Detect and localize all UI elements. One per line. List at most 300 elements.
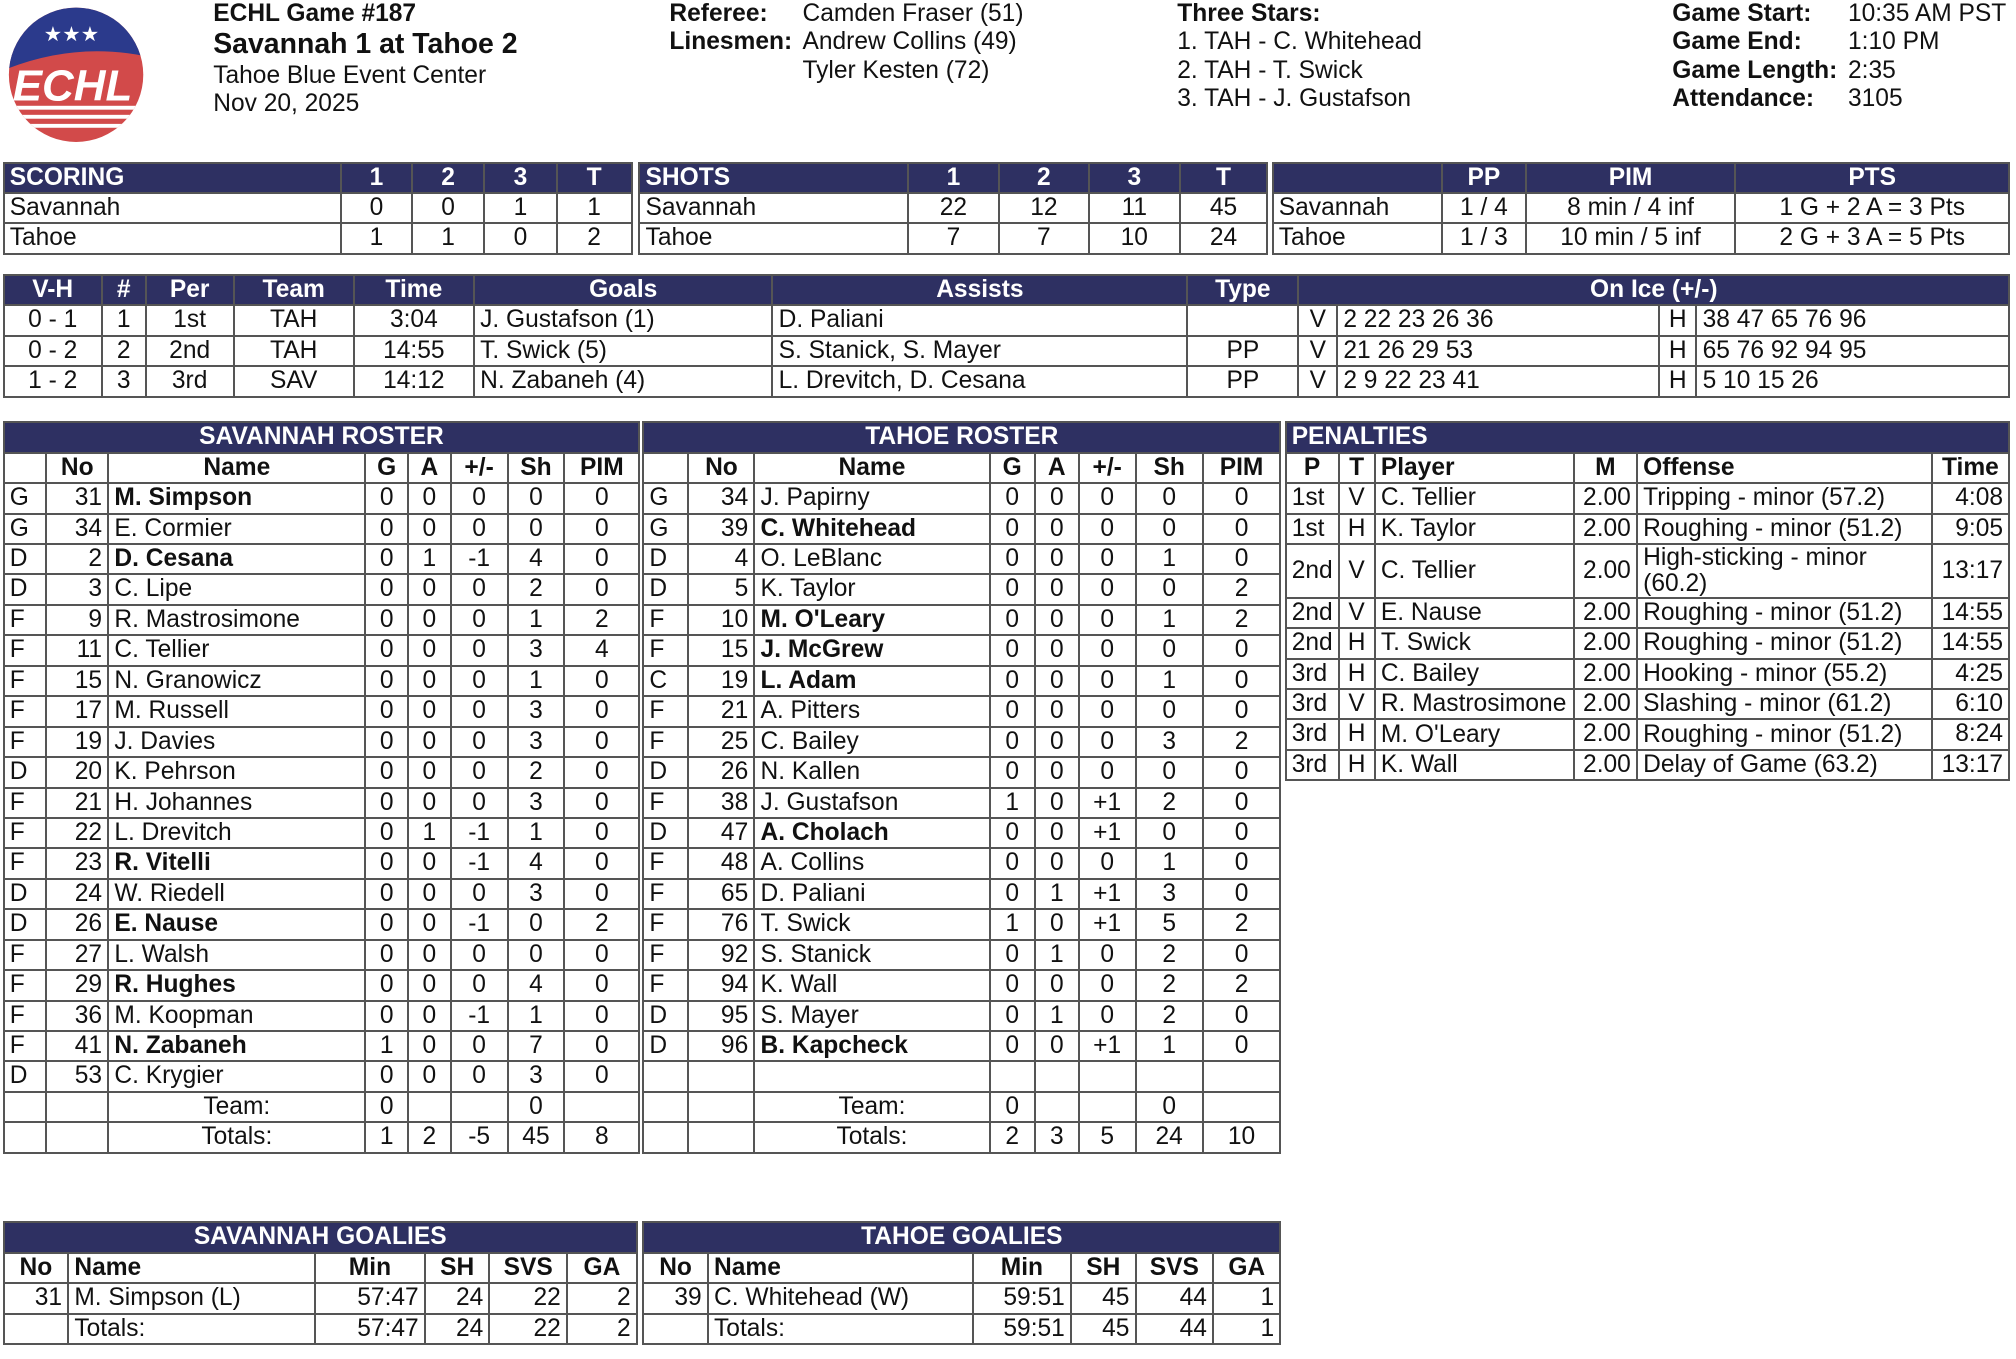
tahoe-goalies-table [642,1221,1281,1345]
cell: High-sticking - minor (60.2) [1637,544,1932,598]
cell: 44 [1136,1283,1214,1313]
column-header: Name [754,453,989,483]
cell: 1 / 3 [1442,223,1526,253]
cell: 4 [508,544,565,574]
cell: 2.00 [1574,514,1637,544]
home-on-ice: 5 10 15 26 [1696,366,2009,396]
game-info-value: 1:10 PM [1847,28,1940,56]
cell: 1 [1213,1314,1280,1344]
star-1: 1. TAH - C. Whitehead [1177,28,1422,56]
score: 1 - 2 [4,366,102,396]
cell: 27 [46,940,108,970]
cell: 2.00 [1574,659,1637,689]
goal-number: 3 [102,366,146,396]
cell: Totals: [754,1122,989,1152]
cell: 0 [564,1001,639,1031]
cell: 2 [508,757,565,787]
cell: L. Walsh [108,940,365,970]
game-info-row [1672,57,2006,85]
cell: 0 [1035,514,1079,544]
cell: 17 [46,696,108,726]
table-row [639,223,1267,253]
cell: Roughing - minor (51.2) [1637,514,1932,544]
matchup: Savannah 1 at Tahoe 2 [213,28,518,61]
visitor-label: V [1298,336,1337,366]
cell: F [643,696,688,726]
cell: 0 [990,544,1035,574]
cell: 0 [365,909,408,939]
cell: 45 [1180,193,1268,223]
scoring-table [3,162,633,255]
cell: 0 [990,696,1035,726]
table-row [4,757,640,787]
cell: 3 [508,635,565,665]
cell: 1 [508,1001,565,1031]
cell: 0 [1035,757,1079,787]
cell: C. Whitehead [754,514,989,544]
cell: 3 [1136,727,1203,757]
cell: Delay of Game (63.2) [1637,750,1932,780]
column-header: PTS [1735,163,2009,193]
goals-table [3,274,2011,398]
cell: 0 [990,605,1035,635]
column-header: Sh [508,453,565,483]
cell: F [4,727,47,757]
cell: 0 [1136,514,1203,544]
cell: 1 [1035,1001,1079,1031]
cell: 94 [688,970,754,1000]
cell: 34 [46,514,108,544]
goal-number: 1 [102,305,146,335]
table-row [643,940,1280,970]
home-label: H [1659,305,1696,335]
cell: 5 [688,574,754,604]
cell: 0 [451,483,508,513]
table-row [4,1314,637,1344]
column-header: V-H [4,275,102,305]
cell: 0 [1136,1092,1203,1122]
cell: 0 [564,727,639,757]
cell: D [4,909,47,939]
table-row [643,970,1280,1000]
table-row [4,605,640,635]
table-row [4,336,2010,366]
cell: 0 [408,1061,451,1091]
table-row [4,1031,640,1061]
cell: C. Whitehead (W) [708,1283,973,1313]
cell: 2.00 [1574,719,1637,749]
cell: F [4,696,47,726]
cell: 4:08 [1932,483,2010,513]
goal-number: 2 [102,336,146,366]
header-row [643,453,1280,483]
cell: F [643,848,688,878]
cell: F [643,970,688,1000]
column-header [1273,163,1442,193]
cell: 0 [990,1092,1035,1122]
cell: 0 [1136,574,1203,604]
scorer: J. Gustafson (1) [474,305,773,335]
cell: H [1339,659,1375,689]
cell: 15 [688,635,754,665]
cell [754,1061,989,1091]
cell: D [643,818,688,848]
cell: -1 [451,909,508,939]
cell: 8 min / 4 inf [1526,193,1735,223]
type: PP [1187,366,1298,396]
cell: 1 [1136,666,1203,696]
cell: 0 [1079,696,1136,726]
cell: 1 [1035,879,1079,909]
cell: 2.00 [1574,628,1637,658]
cell: 11 [46,635,108,665]
home-on-ice: 65 76 92 94 95 [1696,336,2009,366]
cell: 0 [365,483,408,513]
cell: 0 [451,1031,508,1061]
cell [1136,1061,1203,1091]
visitor-on-ice: 2 22 23 26 36 [1337,305,1659,335]
cell: Tahoe [1273,223,1442,253]
cell: 24 [425,1314,490,1344]
cell: 0 [1203,1001,1281,1031]
cell: 0 [408,483,451,513]
star-2: 2. TAH - T. Swick [1177,56,1363,84]
cell: 0 [408,574,451,604]
table-row [643,605,1280,635]
cell: 3rd [1286,750,1339,780]
cell: 0 [1035,848,1079,878]
home-label: H [1659,366,1696,396]
cell: 0 [1079,1001,1136,1031]
cell: 0 [1136,696,1203,726]
cell: 2.00 [1574,750,1637,780]
cell: W. Riedell [108,879,365,909]
cell: 96 [688,1031,754,1061]
table-row [643,635,1280,665]
cell: 0 [990,666,1035,696]
cell: 0 [408,635,451,665]
cell: 0 [365,1061,408,1091]
cell: 3rd [1286,689,1339,719]
cell: 0 [451,788,508,818]
column-header: T [1339,453,1375,483]
cell: 0 [508,909,565,939]
cell: 0 [408,788,451,818]
column-header: GA [1213,1253,1280,1283]
cell: 24 [46,879,108,909]
cell: H [1339,514,1375,544]
cell: 13:17 [1932,544,2010,598]
cell: R. Vitelli [108,848,365,878]
column-header: A [408,453,451,483]
table-row [1286,514,2010,544]
cell: 11 [1089,193,1179,223]
cell: F [643,788,688,818]
cell: D [4,757,47,787]
game-date: Nov 20, 2025 [213,90,360,118]
cell: 1 [365,1122,408,1152]
cell: 0 [1035,818,1079,848]
cell: Savannah [4,193,341,223]
score: 0 - 1 [4,305,102,335]
cell: 3 [1035,1122,1079,1152]
cell: 0 [1203,788,1281,818]
cell: 2 [1203,970,1281,1000]
svg-text:ECHL: ECHL [12,61,133,111]
cell: A. Collins [754,848,989,878]
cell: 59:51 [973,1283,1071,1313]
cell: C. Tellier [1375,544,1574,598]
cell: 0 [990,727,1035,757]
cell [1079,1061,1136,1091]
table-row [643,574,1280,604]
cell: +1 [1079,879,1136,909]
cell: 1 [365,1031,408,1061]
table-row [643,788,1280,818]
cell: F [4,1031,47,1061]
cell: 39 [643,1283,708,1313]
table-row [1273,223,2010,253]
table-row [1286,719,2010,749]
cell: G [4,483,47,513]
cell: 0 [365,848,408,878]
table-title-row [4,1222,637,1252]
table-title-row [643,422,1280,452]
team: SAV [234,366,354,396]
cell: 0 [408,514,451,544]
cell: 0 [365,727,408,757]
header-row [639,163,1267,193]
tahoe-roster-table [642,421,1281,1153]
cell: 2nd [1286,544,1339,598]
cell: 0 [1136,635,1203,665]
cell: 0 [451,970,508,1000]
cell: 0 [564,483,639,513]
cell: 0 [365,666,408,696]
table-row [4,696,640,726]
table-row [4,544,640,574]
cell: 24 [425,1283,490,1313]
cell: D. Cesana [108,544,365,574]
column-header: Type [1187,275,1298,305]
cell: 0 [508,940,565,970]
table-row [643,727,1280,757]
table-row [643,696,1280,726]
table-row [1286,689,2010,719]
cell: 0 [1035,666,1079,696]
cell: H [1339,750,1375,780]
cell [643,1092,688,1122]
visitor-label: V [1298,366,1337,396]
cell: 44 [1136,1314,1214,1344]
score: 0 - 2 [4,336,102,366]
cell: 0 [365,696,408,726]
cell: 0 [1203,544,1281,574]
venue: Tahoe Blue Event Center [213,62,487,90]
cell: J. Papirny [754,483,989,513]
cell: 4:25 [1932,659,2010,689]
cell: 34 [688,483,754,513]
cell: 0 [451,574,508,604]
cell: D [643,757,688,787]
cell: 0 [408,940,451,970]
cell: S. Stanick [754,940,989,970]
cell: 0 [451,940,508,970]
cell: +1 [1079,909,1136,939]
cell: 31 [46,483,108,513]
cell: 0 [408,727,451,757]
cell: Totals: [108,1122,365,1152]
cell: 0 [990,635,1035,665]
cell: 24 [1180,223,1268,253]
column-header: Time [1932,453,2010,483]
team: TAH [234,336,354,366]
cell: 0 [1079,544,1136,574]
cell: 95 [688,1001,754,1031]
game-info-label: Attendance: [1672,85,1815,113]
cell [408,1092,451,1122]
table-row [4,635,640,665]
cell: 1 G + 2 A = 3 Pts [1735,193,2009,223]
cell: 0 [408,909,451,939]
cell: 0 [990,483,1035,513]
cell: A. Pitters [754,696,989,726]
cell: 9 [46,605,108,635]
table-row [1286,750,2010,780]
cell: 0 [365,879,408,909]
cell: 2 [1136,1001,1203,1031]
cell: B. Kapcheck [754,1031,989,1061]
table-row [643,757,1280,787]
column-header: 1 [908,163,998,193]
cell: 1 [557,193,632,223]
cell: Roughing - minor (51.2) [1637,628,1932,658]
header-row [643,1253,1280,1283]
cell: G [643,483,688,513]
table-row [4,1061,640,1091]
column-header: Assists [772,275,1187,305]
cell: 22 [46,818,108,848]
cell: 1 [990,788,1035,818]
cell: 1 [508,605,565,635]
scorer: T. Swick (5) [474,336,773,366]
cell: 0 [408,1001,451,1031]
linesmen-label: Linesmen: [669,28,793,56]
special-teams-table [1272,162,2011,255]
cell: 1 [1136,605,1203,635]
table-row [1286,544,2010,598]
cell: 0 [564,879,639,909]
cell: 0 [564,1061,639,1091]
cell: 0 [1035,544,1079,574]
column-header: SHOTS [639,163,908,193]
cell: 0 [1203,879,1281,909]
cell: 4 [564,635,639,665]
column-header: SVS [1136,1253,1214,1283]
column-header: +/- [451,453,508,483]
cell: Team: [754,1092,989,1122]
cell: 0 [508,514,565,544]
cell [643,1314,708,1344]
cell: 0 [1136,757,1203,787]
cell: 57:47 [315,1283,425,1313]
cell: 6:10 [1932,689,2010,719]
cell: 3 [508,1061,565,1091]
cell: 0 [564,514,639,544]
type [1187,305,1298,335]
column-header: Min [973,1253,1071,1283]
cell: 3 [508,727,565,757]
cell: 0 [1203,666,1281,696]
cell: 2 [564,909,639,939]
column-header: Per [146,275,234,305]
cell: Tahoe [4,223,341,253]
cell: C. Lipe [108,574,365,604]
cell: 0 [1136,483,1203,513]
cell: V [1339,544,1375,598]
table-row [643,848,1280,878]
visitor-on-ice: 2 9 22 23 41 [1337,366,1659,396]
table-row [4,940,640,970]
cell: 0 [451,879,508,909]
cell: 0 [990,848,1035,878]
table-row [4,666,640,696]
column-header: 1 [341,163,412,193]
cell: 1 [508,818,565,848]
cell: 0 [990,757,1035,787]
cell: 22 [908,193,998,223]
cell: F [4,940,47,970]
cell: 41 [46,1031,108,1061]
cell: M. Russell [108,696,365,726]
cell: 14:55 [1932,598,2010,628]
cell: 0 [1203,940,1281,970]
cell [1035,1092,1079,1122]
cell: 2 [1136,940,1203,970]
savannah-roster-table [3,421,641,1154]
scorer: N. Zabaneh (4) [474,366,773,396]
cell: M. O'Leary [754,605,989,635]
cell: F [4,605,47,635]
cell [643,1061,688,1091]
cell [688,1061,754,1091]
cell: +1 [1079,788,1136,818]
cell: 0 [990,818,1035,848]
column-header: PIM [1526,163,1735,193]
cell: E. Cormier [108,514,365,544]
cell: 2 [408,1122,451,1152]
column-header: T [1180,163,1268,193]
period: 1st [146,305,234,335]
cell: K. Taylor [1375,514,1574,544]
column-header: SH [1071,1253,1136,1283]
cell: 0 [564,574,639,604]
cell: 0 [451,666,508,696]
cell: 2 [557,223,632,253]
totals-row [4,1122,640,1152]
cell: 1 [408,544,451,574]
table-row [643,1061,1280,1091]
cell: 0 [408,666,451,696]
cell: V [1339,689,1375,719]
cell: 0 [408,848,451,878]
cell: 0 [990,940,1035,970]
cell: 21 [46,788,108,818]
linesman: Andrew Collins (49) [802,28,1017,56]
cell: C [643,666,688,696]
game-info-value: 10:35 AM PST [1847,0,2007,27]
cell: C. Bailey [754,727,989,757]
